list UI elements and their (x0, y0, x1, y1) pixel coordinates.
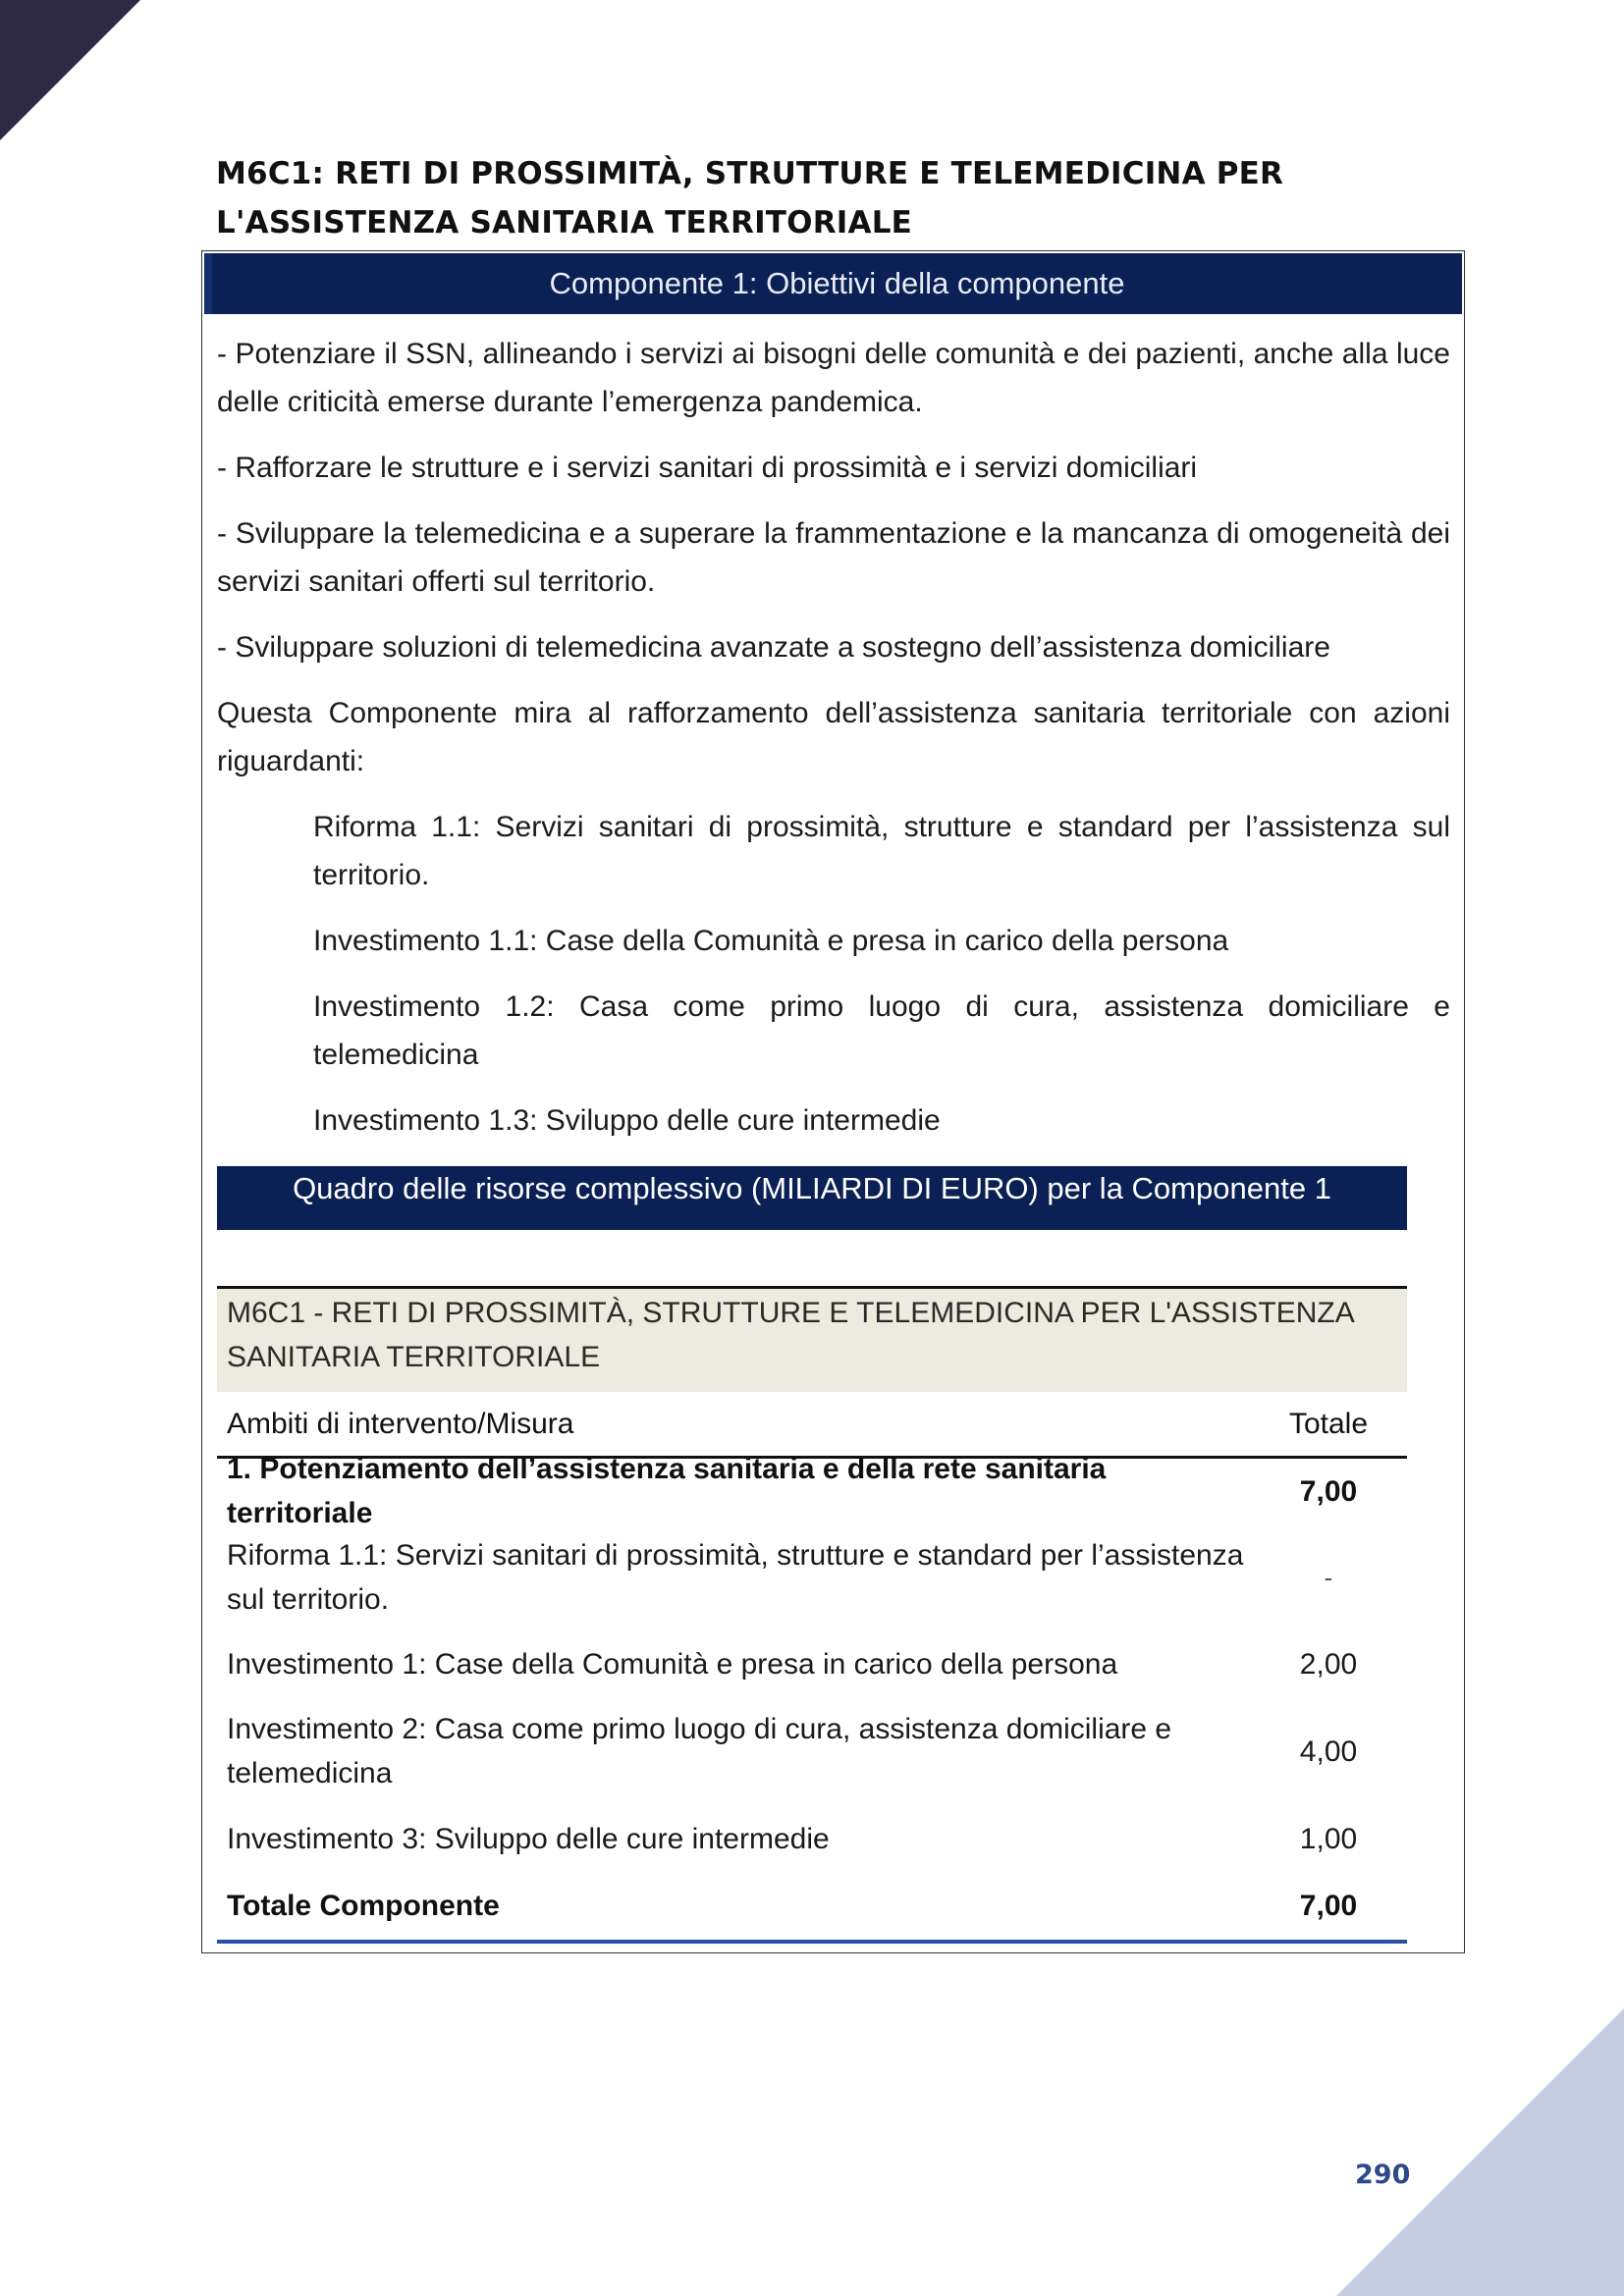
row-value: - (1324, 1562, 1333, 1592)
row-label: Investimento 3: Sviluppo delle cure intermedie (227, 1822, 830, 1855)
row-value: 7,00 (1299, 1889, 1358, 1922)
row-label: Totale Componente (227, 1889, 500, 1922)
resources-table (217, 1286, 1407, 1944)
row-label: 1. Potenziamento dell’assistenza sanitaria e della rete sanitaria territoriale (227, 1453, 1107, 1529)
table-row (217, 1631, 1407, 1696)
row-value: 7,00 (1299, 1474, 1358, 1508)
measure-item: Investimento 1.1: Case della Comunità e presa in carico della persona (313, 925, 1229, 957)
resources-banner: Quadro delle risorse complessivo (MILIARDI DI EURO) per la Componente 1 (217, 1166, 1407, 1230)
table-bottom-rule (217, 1940, 1407, 1944)
column-header-measure: Ambiti di intervento/Misura (227, 1408, 574, 1440)
corner-decoration-top-left (0, 0, 140, 140)
table-row (217, 1453, 1407, 1529)
objective-paragraph: - Rafforzare le strutture e i servizi sanitari di prossimità e i servizi domiciliari (217, 452, 1198, 484)
measure-item: Riforma 1.1: Servizi sanitari di prossimità, strutture e standard per l’assistenza sul territorio. (313, 811, 1450, 891)
table-row (217, 1806, 1407, 1871)
component-objectives-box (201, 250, 1465, 1953)
table-total-row (217, 1871, 1407, 1940)
table-row (217, 1523, 1407, 1631)
table-row (217, 1696, 1407, 1806)
row-label: Investimento 1: Case della Comunità e presa in carico della persona (227, 1647, 1118, 1681)
objective-paragraph: Questa Componente mira al rafforzamento dell’assistenza sanitaria territoriale con azioni riguardanti: (217, 697, 1450, 777)
page-number: 290 (1355, 2160, 1411, 2190)
row-value: 4,00 (1299, 1735, 1358, 1768)
page-title: M6C1: RETI DI PROSSIMITÀ, STRUTTURE E TELEMEDICINA PER L'ASSISTENZA SANITARIA TERRITORIALE (216, 156, 1284, 240)
resources-table-title: M6C1 - RETI DI PROSSIMITÀ, STRUTTURE E TELEMEDICINA PER L'ASSISTENZA SANITARIA TERRITORIALE (217, 1286, 1407, 1392)
row-value: 2,00 (1299, 1647, 1358, 1681)
corner-decoration-bottom-right (1336, 2008, 1624, 2296)
measure-item: Investimento 1.2: Casa come primo luogo di cura, assistenza domiciliare e telemedicina (313, 990, 1450, 1071)
row-label: Investimento 2: Casa come primo luogo di cura, assistenza domiciliare e telemedicina (227, 1713, 1172, 1789)
objectives-header: Componente 1: Obiettivi della componente (204, 253, 1462, 314)
objective-paragraph: - Potenziare il SSN, allineando i servizi ai bisogni delle comunità e dei pazienti, anche alla luce delle criticità emerse durante l’emergenza pandemica. (217, 338, 1450, 418)
measure-item: Investimento 1.3: Sviluppo delle cure intermedie (313, 1104, 941, 1137)
objective-paragraph: - Sviluppare soluzioni di telemedicina avanzate a sostegno dell’assistenza domiciliare (217, 631, 1330, 664)
column-header-total: Totale (1288, 1408, 1369, 1440)
objective-paragraph: - Sviluppare la telemedicina e a superare la frammentazione e la mancanza di omogeneità dei servizi sanitari offerti sul territorio. (217, 517, 1450, 598)
row-value: 1,00 (1299, 1822, 1358, 1855)
row-label: Riforma 1.1: Servizi sanitari di prossimità, strutture e standard per l’assistenza sul territorio. (227, 1539, 1244, 1616)
objectives-text (217, 330, 1450, 1162)
